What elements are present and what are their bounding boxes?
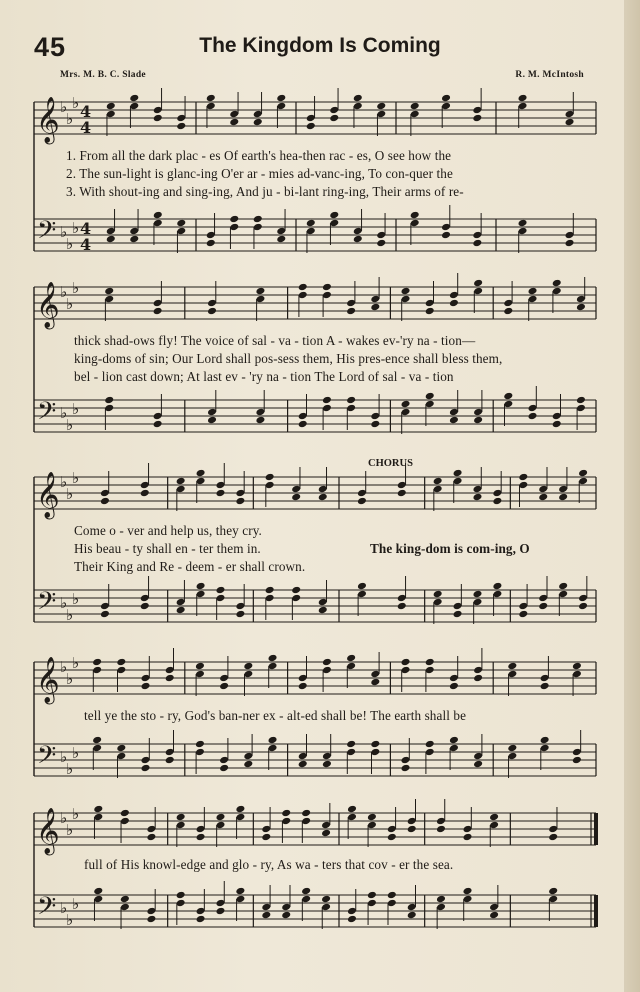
flat-sign-icon: ♭ [72, 744, 80, 762]
bass-note-head [370, 420, 380, 429]
treble-note-head [321, 829, 331, 838]
lyric-line-system1-verse3: 3. With shout-ing and sing-ing, And ju - bi-lant ring-ing, Their arms of re- [66, 184, 464, 199]
composer-credit: R. M. McIntosh [515, 70, 584, 80]
bass-note-head [367, 891, 377, 900]
bass-note-head [518, 219, 528, 228]
bass-note-head [449, 416, 459, 425]
bass-note-head [548, 887, 558, 896]
treble-note-head [540, 682, 550, 691]
treble-note-head [140, 489, 150, 498]
bass-note-head [276, 235, 286, 244]
treble-note-head [322, 658, 332, 667]
bass-note-head [329, 211, 339, 220]
treble-note-head [253, 118, 263, 127]
treble-clef-icon: 𝄞 [36, 808, 60, 854]
bass-note-head [397, 602, 407, 611]
treble-note-head [298, 283, 308, 292]
treble-note-head [322, 283, 332, 292]
treble-note-head [503, 307, 513, 316]
bass-note-head [473, 416, 483, 425]
bass-note-head [176, 606, 186, 615]
treble-note-head [116, 658, 126, 667]
treble-note-head [92, 658, 102, 667]
bass-note-head [489, 911, 499, 920]
bass-note-head [215, 907, 225, 916]
bass-note-head [387, 891, 397, 900]
treble-note-head [572, 662, 582, 671]
treble-note-head [472, 114, 482, 123]
bass-note-head [129, 235, 139, 244]
bass-note-head [298, 420, 308, 429]
treble-note-head [357, 497, 367, 506]
bass-note-head [322, 760, 332, 769]
bass-note-head [265, 586, 275, 595]
bass-note-head [235, 610, 245, 619]
bass-note-head [449, 736, 459, 745]
bass-note-head [436, 895, 446, 904]
bass-note-head [215, 586, 225, 595]
bass-clef-icon: 𝄢 [37, 892, 57, 927]
treble-note-head [329, 114, 339, 123]
bass-note-head [538, 602, 548, 611]
bass-note-head [578, 602, 588, 611]
bass-note-head [219, 764, 229, 773]
bass-note-head [141, 764, 151, 773]
treble-note-head [449, 299, 459, 308]
treble-note-head [261, 833, 271, 842]
treble-note-head [265, 473, 275, 482]
treble-note-head [104, 287, 114, 296]
bass-note-head [306, 219, 316, 228]
flat-sign-icon: ♭ [72, 469, 80, 487]
flat-sign-icon: ♭ [60, 223, 68, 241]
bass-note-head [120, 895, 130, 904]
bass-note-head [472, 590, 482, 599]
bass-note-head [346, 396, 356, 405]
flat-sign-icon: ♭ [72, 805, 80, 823]
bass-note-head [153, 211, 163, 220]
treble-note-head [441, 94, 451, 103]
bass-note-head [176, 891, 186, 900]
bass-note-head [353, 235, 363, 244]
treble-note-head [281, 809, 291, 818]
bass-note-head [401, 400, 411, 409]
bass-note-head [298, 760, 308, 769]
flat-sign-icon: ♭ [66, 606, 74, 624]
treble-note-head [387, 833, 397, 842]
treble-note-head [346, 654, 356, 663]
treble-note-head [291, 493, 301, 502]
treble-clef-icon: 𝄞 [36, 97, 60, 143]
bass-note-head [370, 740, 380, 749]
treble-note-head [141, 682, 151, 691]
treble-note-head [552, 279, 562, 288]
bass-note-head [93, 887, 103, 896]
treble-note-head [410, 102, 420, 111]
lyric-line-system4: tell ye the sto - ry, God's ban-ner ex - alt-ed shall be! The earth shall be [84, 708, 467, 723]
treble-note-head [407, 825, 417, 834]
bass-note-head [243, 760, 253, 769]
treble-note-head [346, 307, 356, 316]
treble-note-head [153, 114, 163, 123]
flat-sign-icon: ♭ [66, 911, 74, 929]
treble-note-head [129, 94, 139, 103]
bass-note-head [104, 396, 114, 405]
bass-note-head [255, 416, 265, 425]
treble-note-head [576, 303, 586, 312]
lyric-line-system1-verse2: 2. The sun-light is glanc-ing O'er ar - mies ad-vanc-ing, To con-quer the [66, 166, 453, 181]
treble-note-head [518, 473, 528, 482]
treble-note-head [176, 477, 186, 486]
treble-note-head [146, 833, 156, 842]
bass-note-head [321, 895, 331, 904]
bass-note-head [140, 602, 150, 611]
bass-note-head [196, 582, 206, 591]
flat-sign-icon: ♭ [72, 590, 80, 608]
lyric-line-system5: full of His knowl-edge and glo - ry, As wa - ters that cov - er the sea. [84, 857, 454, 872]
treble-note-head [276, 94, 286, 103]
lyric-line-system2-verse1: thick shad-ows fly! The voice of sal - va - tion A - wakes ev-'ry na - tion— [74, 333, 476, 348]
bass-note-head [357, 582, 367, 591]
bass-note-head [301, 887, 311, 896]
bass-note-head [318, 606, 328, 615]
bass-note-head [425, 392, 435, 401]
bass-clef-icon: 𝄢 [37, 397, 57, 432]
treble-note-head [235, 805, 245, 814]
bass-note-head [572, 756, 582, 765]
bass-note-head [146, 915, 156, 924]
treble-note-head [472, 493, 482, 502]
flat-sign-icon: ♭ [72, 94, 80, 112]
bass-note-head [206, 239, 216, 248]
bass-note-head [528, 412, 538, 421]
hymn-title: The Kingdom Is Coming [199, 34, 441, 57]
treble-note-head [425, 307, 435, 316]
bass-note-head [463, 887, 473, 896]
treble-note-head [229, 118, 239, 127]
treble-note-head [153, 307, 163, 316]
flat-sign-icon: ♭ [60, 748, 68, 766]
bass-note-head [407, 911, 417, 920]
bass-note-head [492, 582, 502, 591]
treble-note-head [353, 94, 363, 103]
treble-note-head [165, 674, 175, 683]
bass-note-head [540, 736, 550, 745]
treble-note-head [370, 678, 380, 687]
bass-clef-icon: 𝄢 [37, 216, 57, 251]
bass-note-head [453, 610, 463, 619]
treble-note-head [176, 813, 186, 822]
treble-note-head [298, 682, 308, 691]
bass-note-head [346, 740, 356, 749]
bass-note-head [92, 736, 102, 745]
treble-note-head [528, 287, 538, 296]
bass-note-head [503, 392, 513, 401]
treble-note-head [538, 493, 548, 502]
flat-sign-icon: ♭ [66, 235, 74, 253]
lyric-line-system2-verse2: king-doms of sin; Our Lord shall pos-sess them, His pres-ence shall bless them, [74, 351, 503, 366]
flat-sign-icon: ♭ [66, 760, 74, 778]
treble-note-head [473, 279, 483, 288]
bass-note-head [195, 740, 205, 749]
bass-note-head [507, 744, 517, 753]
treble-clef-icon: 𝄞 [36, 657, 60, 703]
time-signature-bottom: 4 [80, 118, 92, 137]
treble-note-head [347, 805, 357, 814]
bass-note-head [565, 239, 575, 248]
treble-note-head [306, 122, 316, 131]
treble-note-head [518, 94, 528, 103]
bass-clef-icon: 𝄢 [37, 587, 57, 622]
page-number: 45 [34, 32, 67, 62]
treble-clef-icon: 𝄞 [36, 282, 60, 328]
bass-note-head [558, 582, 568, 591]
flat-sign-icon: ♭ [60, 658, 68, 676]
treble-note-head [206, 94, 216, 103]
treble-note-head [106, 102, 116, 111]
treble-note-head [558, 493, 568, 502]
bass-note-head [207, 416, 217, 425]
lyric-line-system3-verse1: Come o - ver and help us, they cry. [74, 523, 262, 538]
bass-note-head [106, 235, 116, 244]
bass-note-head [472, 239, 482, 248]
flat-sign-icon: ♭ [66, 821, 74, 839]
bass-note-head [153, 420, 163, 429]
bass-note-head [291, 586, 301, 595]
bass-note-head [196, 915, 206, 924]
treble-note-head [401, 287, 411, 296]
flat-sign-icon: ♭ [72, 895, 80, 913]
flat-sign-icon: ♭ [60, 404, 68, 422]
lyric-line-system2-verse3: bel - lion cast down; At last ev - 'ry na - tion The Lord of sal - va - tion [74, 369, 454, 384]
treble-note-head [243, 662, 253, 671]
treble-note-head [235, 497, 245, 506]
bass-note-head [100, 610, 110, 619]
treble-note-head [376, 102, 386, 111]
flat-sign-icon: ♭ [60, 809, 68, 827]
bass-note-head [376, 239, 386, 248]
time-signature-top: 4 [80, 219, 92, 238]
treble-note-head [463, 833, 473, 842]
lyricist-credit: Mrs. M. B. C. Slade [60, 70, 146, 80]
treble-note-head [100, 497, 110, 506]
flat-sign-icon: ♭ [60, 899, 68, 917]
treble-note-head [548, 833, 558, 842]
flat-sign-icon: ♭ [72, 279, 80, 297]
flat-sign-icon: ♭ [72, 219, 80, 237]
flat-sign-icon: ♭ [66, 485, 74, 503]
flat-sign-icon: ♭ [66, 110, 74, 128]
bass-note-head [116, 744, 126, 753]
treble-note-head [215, 813, 225, 822]
treble-note-head [425, 658, 435, 667]
bass-note-head [165, 756, 175, 765]
treble-note-head [268, 654, 278, 663]
treble-note-head [93, 805, 103, 814]
treble-note-head [176, 122, 186, 131]
treble-note-head [318, 493, 328, 502]
treble-note-head [401, 658, 411, 667]
lyric-line-system3-verse3: Their King and Re - deem - er shall crown. [74, 559, 306, 574]
bass-note-head [473, 760, 483, 769]
flat-sign-icon: ♭ [66, 416, 74, 434]
treble-note-head [255, 287, 265, 296]
treble-note-head [195, 662, 205, 671]
bass-note-head [576, 396, 586, 405]
lyric-line-system3-verse2: His beau - ty shall en - ter them in. [74, 541, 261, 556]
bass-note-head [229, 215, 239, 224]
treble-note-head [397, 489, 407, 498]
treble-note-head [219, 682, 229, 691]
flat-sign-icon: ♭ [66, 295, 74, 313]
bass-note-head [433, 590, 443, 599]
time-signature-top: 4 [80, 102, 92, 121]
flat-sign-icon: ♭ [60, 473, 68, 491]
treble-note-head [196, 469, 206, 478]
treble-note-head [207, 307, 217, 316]
treble-note-head [449, 682, 459, 691]
bass-note-head [281, 911, 291, 920]
treble-note-head [489, 813, 499, 822]
treble-note-head [507, 662, 517, 671]
treble-note-head [370, 303, 380, 312]
bass-note-head [518, 610, 528, 619]
bass-note-head [410, 211, 420, 220]
treble-clef-icon: 𝄞 [36, 472, 60, 518]
bass-note-head [322, 396, 332, 405]
treble-note-head [492, 497, 502, 506]
bass-note-head [441, 231, 451, 240]
flat-sign-icon: ♭ [60, 98, 68, 116]
treble-note-head [301, 809, 311, 818]
flat-sign-icon: ♭ [60, 594, 68, 612]
flat-sign-icon: ♭ [60, 283, 68, 301]
treble-note-head [120, 809, 130, 818]
bass-note-head [261, 911, 271, 920]
lyric-line-system1-verse1: 1. From all the dark plac - es Of earth's hea-then rac - es, O see how the [66, 148, 452, 163]
treble-note-head [367, 813, 377, 822]
flat-sign-icon: ♭ [72, 654, 80, 672]
bass-note-head [425, 740, 435, 749]
treble-note-head [215, 489, 225, 498]
flat-sign-icon: ♭ [66, 670, 74, 688]
chorus-label: CHORUS [368, 458, 413, 469]
bass-note-head [552, 420, 562, 429]
bass-note-head [253, 215, 263, 224]
treble-note-head [473, 674, 483, 683]
treble-note-head [436, 825, 446, 834]
treble-note-head [453, 469, 463, 478]
bass-note-head [235, 887, 245, 896]
bass-note-head [347, 915, 357, 924]
bass-note-head [268, 736, 278, 745]
treble-note-head [565, 118, 575, 127]
chorus-lyric-line: The king-dom is com-ing, O [370, 541, 530, 556]
bass-note-head [176, 219, 186, 228]
treble-note-head [433, 477, 443, 486]
treble-note-head [196, 833, 206, 842]
flat-sign-icon: ♭ [72, 400, 80, 418]
treble-note-head [578, 469, 588, 478]
time-signature-bottom: 4 [80, 235, 92, 254]
bass-clef-icon: 𝄢 [37, 741, 57, 776]
bass-note-head [401, 764, 411, 773]
